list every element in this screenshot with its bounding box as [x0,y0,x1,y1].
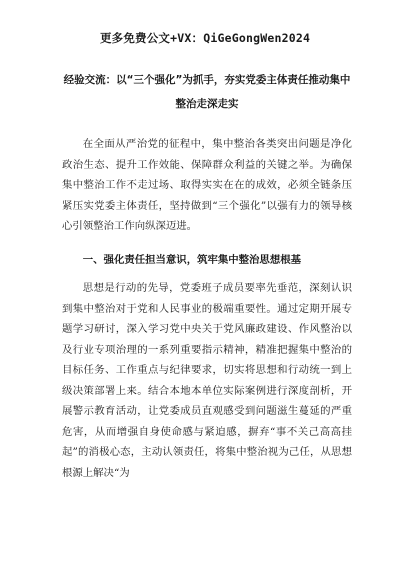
section-heading: 一、强化责任担当意识，筑牢集中整治思想根基 [82,254,301,266]
document-header: 更多免费公文+VX：QiGeGongWen2024 [99,31,311,45]
document-title: 经验交流：以“三个强化”为抓手，夯实党委主体责任推动集中整治走深走实 [63,74,351,110]
intro-paragraph: 在全面从严治党的征程中，集中整治各类突出问题是净化政治生态、提升工作效能、保障群众利益的关键之举。为确保集中整治工作不走过场、取得实实在在的成效，必须全链条压紧压实党委主体责任，坚持做到“三个强化”以强有力的领导核心引领整治工作向纵深迈进。 [62,138,352,232]
section-paragraph: 思想是行动的先导，党委班子成员要率先垂范，深刻认识到集中整治对于党和人民事业的极端重要性。通过定期开展专题学习研讨，深入学习党中央关于党风廉政建设、作风整治以及行业专项治理的一系列重要指示精神，精准把握集中整治的目标任务、工作重点与纪律要求，切实将思想和行动统一到上级决策部署上来。结合本地本单位实际案例进行深度剖析，开展警示教育活动，让党委成员直观感受到问题滋生蔓延的严重危害，从而增强自身使命感与紧迫感，摒弃“事不关己高高挂起”的消极心态，主动认领责任，将集中整治视为己任，从思想根源上解决“为 [62,282,352,479]
